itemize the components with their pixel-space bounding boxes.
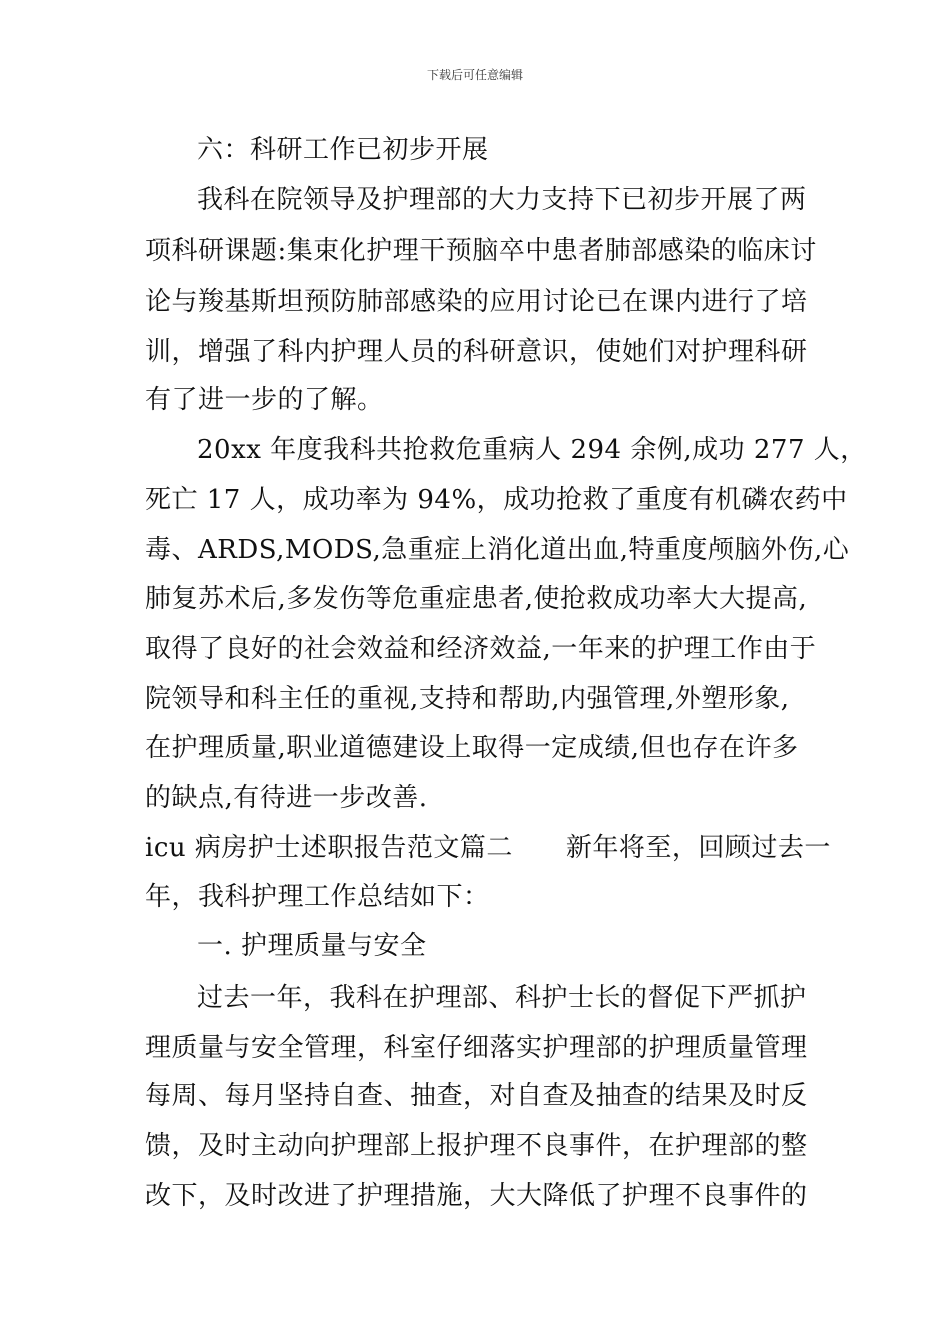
paragraph-line: 有了进一步的了解。 xyxy=(145,385,384,415)
paragraph-line: 在护理质量,职业道德建设上取得一定成绩,但也存在许多 xyxy=(145,733,799,763)
paragraph-line: 项科研课题:集束化护理干预脑卒中患者肺部感染的临床讨 xyxy=(145,236,817,266)
section-heading-research: 六：科研工作已初步开展 xyxy=(197,135,489,165)
paragraph-line: 理质量与安全管理，科室仔细落实护理部的护理质量管理 xyxy=(145,1033,808,1063)
page-header-note: 下载后可任意编辑 xyxy=(426,68,523,82)
paragraph-line: 年，我科护理工作总结如下： xyxy=(145,882,490,912)
paragraph-line: 取得了良好的社会效益和经济效益,一年来的护理工作由于 xyxy=(145,634,817,664)
paragraph-line: 毒、ARDS,MODS,急重症上消化道出血,特重度颅脑外伤,心 xyxy=(145,535,850,565)
paragraph-line: 过去一年，我科在护理部、科护士长的督促下严抓护 xyxy=(197,983,807,1013)
article-title-line: icu 病房护士述职报告范文篇二 新年将至，回顾过去一 xyxy=(145,833,831,863)
paragraph-line: 肺复苏术后,多发伤等危重症患者,使抢救成功率大大提高, xyxy=(145,584,808,614)
paragraph-line: 院领导和科主任的重视,支持和帮助,内强管理,外塑形象, xyxy=(145,684,790,714)
paragraph-line: 论与羧基斯坦预防肺部感染的应用讨论已在课内进行了培 xyxy=(145,287,808,317)
paragraph-line: 20xx 年度我科共抢救危重病人 294 余例,成功 277 人， xyxy=(197,435,867,465)
section-heading-quality: 一. 护理质量与安全 xyxy=(197,931,427,961)
paragraph-line: 每周、每月坚持自查、抽查，对自查及抽查的结果及时反 xyxy=(145,1081,808,1111)
paragraph-line: 死亡 17 人，成功率为 94%，成功抢救了重度有机磷农药中 xyxy=(145,485,848,515)
paragraph-line: 训，增强了科内护理人员的科研意识，使她们对护理科研 xyxy=(145,337,808,367)
paragraph-line: 我科在院领导及护理部的大力支持下已初步开展了两 xyxy=(197,185,807,215)
paragraph-line: 的缺点,有待进一步改善. xyxy=(145,783,428,813)
paragraph-line: 馈，及时主动向护理部上报护理不良事件，在护理部的整 xyxy=(145,1131,808,1161)
paragraph-line: 改下，及时改进了护理措施，大大降低了护理不良事件的 xyxy=(145,1181,808,1211)
